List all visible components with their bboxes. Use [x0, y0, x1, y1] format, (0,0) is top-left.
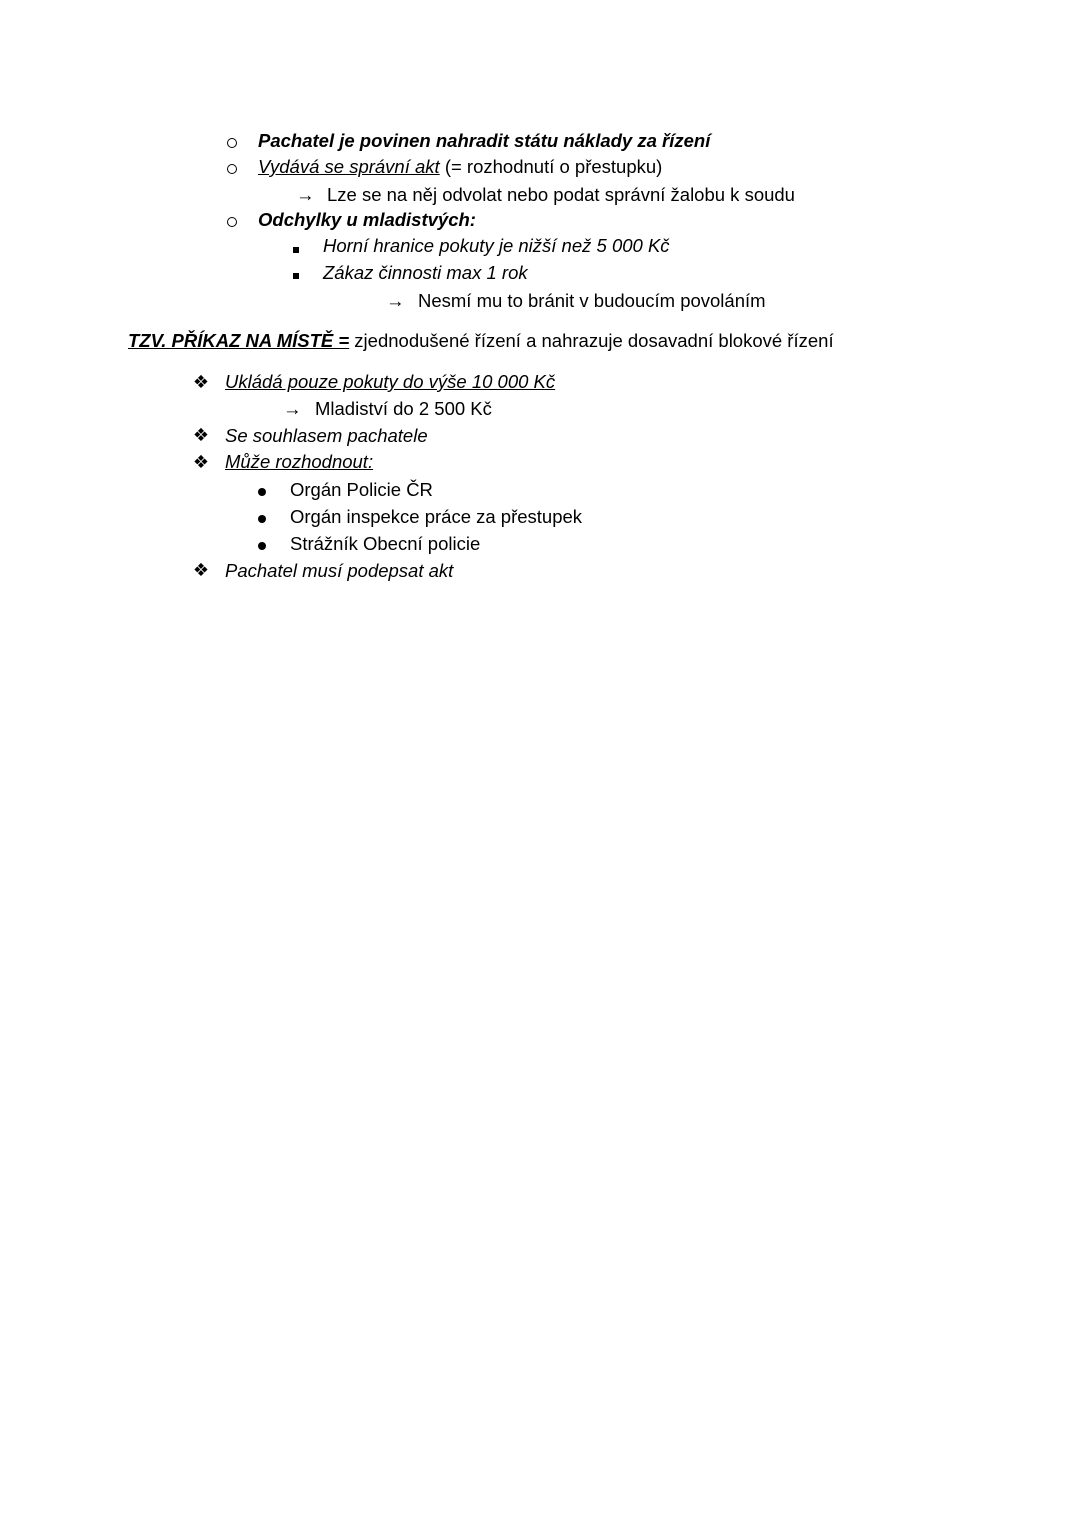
list-item-uklada-pokuty: Ukládá pouze pokuty do výše 10 000 Kč	[225, 371, 556, 392]
circle-bullet-icon	[222, 209, 242, 233]
dot-bullet-icon	[252, 532, 272, 556]
arrow-icon: →	[283, 398, 302, 419]
arrow-icon: →	[296, 184, 315, 205]
square-bullet-icon	[286, 235, 306, 259]
list-item-naklady: Pachatel je povinen nahradit státu náklady za řízení	[258, 130, 711, 151]
list-item-spravni-akt	[258, 155, 662, 179]
list-subitem-inspekce: Orgán inspekce práce za přestupek	[290, 506, 583, 527]
list-item-podepsat-akt: Pachatel musí podepsat akt	[225, 560, 454, 581]
list-item-odchylky: Odchylky u mladistvých:	[258, 209, 476, 230]
list-item-muze-rozhodnout: Může rozhodnout:	[225, 451, 374, 472]
diamond-bullet-icon: ❖	[192, 425, 210, 445]
heading-label: TZV. PŘÍKAZ NA MÍSTĚ =	[128, 330, 350, 351]
list-subitem-zakaz-cinnosti: Zákaz činnosti max 1 rok	[323, 262, 528, 283]
section-heading-prikaz-na-miste	[128, 329, 834, 353]
list-subitem-hranice-pokuty: Horní hranice pokuty je nižší než 5 000 Kč	[323, 235, 670, 256]
diamond-bullet-icon: ❖	[192, 560, 210, 580]
dot-bullet-icon	[252, 478, 272, 502]
square-bullet-icon	[286, 261, 306, 285]
circle-bullet-icon	[222, 156, 242, 180]
heading-description: zjednodušené řízení a nahrazuje dosavadní blokové řízení	[349, 330, 834, 351]
list-subitem-straznik: Strážník Obecní policie	[290, 533, 481, 554]
arrow-icon: →	[386, 290, 405, 311]
list-note-povolani: Nesmí mu to bránit v budoucím povoláním	[418, 290, 766, 311]
list-subitem-odvolani: Lze se na něj odvolat nebo podat správní žalobu k soudu	[327, 184, 795, 205]
list-item-souhlas: Se souhlasem pachatele	[225, 425, 428, 446]
spravni-akt-label: Vydává se správní akt	[258, 156, 440, 177]
list-subitem-mladistvi: Mladiství do 2 500 Kč	[315, 398, 492, 419]
list-subitem-policie: Orgán Policie ČR	[290, 479, 433, 500]
circle-bullet-icon	[222, 130, 242, 154]
spravni-akt-rest: (= rozhodnutí o přestupku)	[439, 156, 663, 177]
dot-bullet-icon	[252, 505, 272, 529]
diamond-bullet-icon: ❖	[192, 452, 210, 472]
diamond-bullet-icon: ❖	[192, 372, 210, 392]
